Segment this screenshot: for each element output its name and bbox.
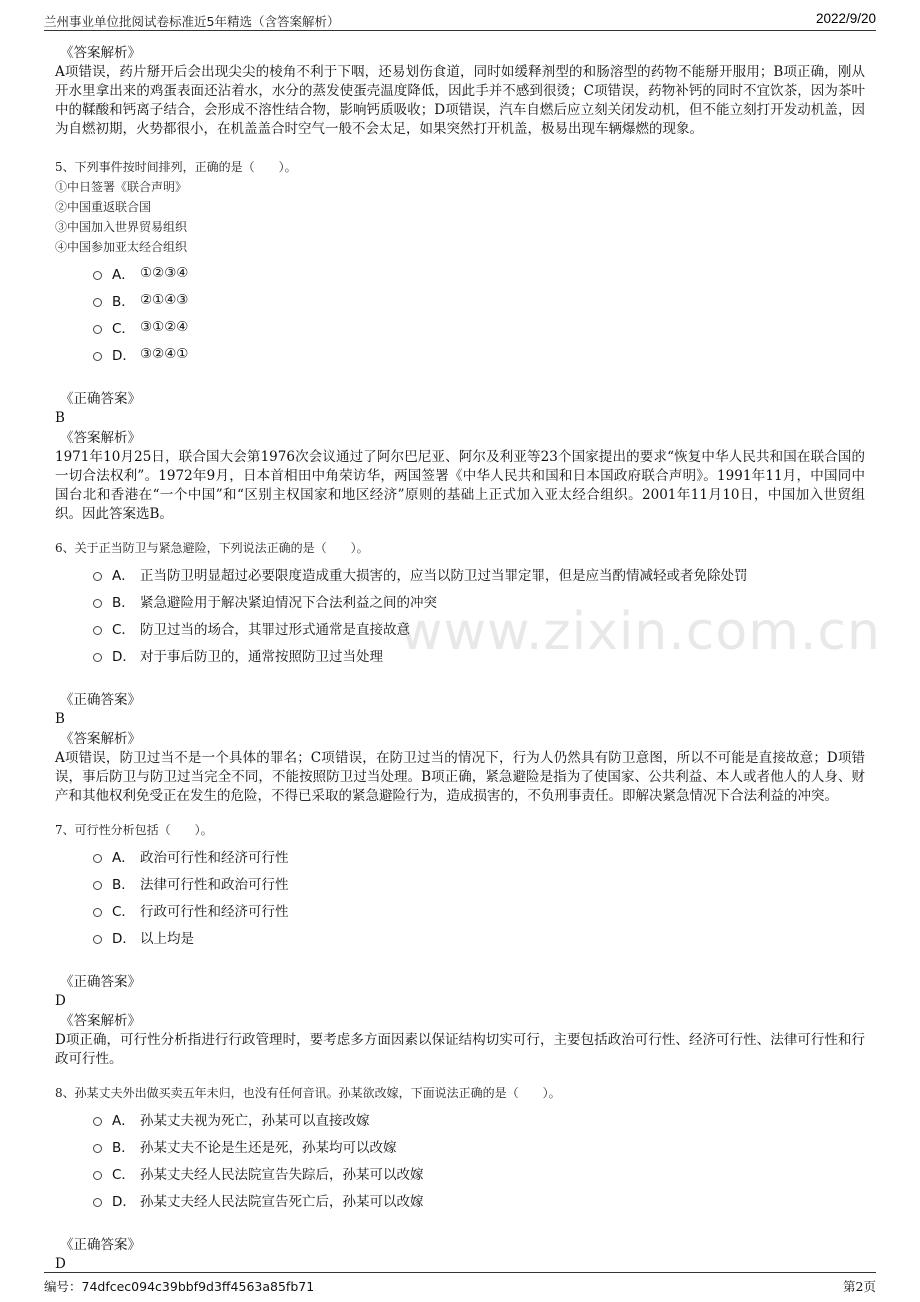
radio-icon[interactable] bbox=[93, 653, 102, 662]
radio-icon[interactable] bbox=[93, 298, 102, 307]
answer-analysis: A项错误，防卫过当不是一个具体的罪名；C项错误，在防卫过当的情况下，行为人仍然具有防卫意图，所以不可能是直接故意；D项错误，事后防卫与防卫过当完全不同，不能按照防卫过当处理。B项正确，紧急避险是指为了使国家、公共利益、本人或者他人的人身、财产和其他权利免受正在发生的危险，不得已采取的紧急避险行为，造成损害的，不负刑事责任。即解决紧急情况下合法利益的冲突。 bbox=[55, 750, 865, 804]
option-c[interactable]: C． 行政可行性和经济可行性 bbox=[93, 896, 865, 923]
analysis-label: 《答案解析》 bbox=[60, 430, 141, 446]
option-a[interactable]: A． ①②③④ bbox=[93, 259, 865, 286]
question-7 bbox=[55, 820, 865, 1069]
document-date: 2022/9/20 bbox=[815, 11, 876, 26]
radio-icon[interactable] bbox=[93, 1117, 102, 1126]
option-d[interactable]: D． ③②④① bbox=[93, 340, 865, 367]
option-d[interactable]: D． 孙某丈夫经人民法院宣告死亡后，孙某可以改嫁 bbox=[93, 1186, 865, 1213]
correct-answer-label: 《正确答案》 bbox=[60, 391, 141, 407]
options-list bbox=[93, 259, 865, 367]
event-item: ④中国参加亚太经合组织 bbox=[55, 240, 188, 254]
option-c[interactable]: C． 孙某丈夫经人民法院宣告失踪后，孙某可以改嫁 bbox=[93, 1159, 865, 1186]
q4-analysis: A项错误，药片掰开后会出现尖尖的棱角不利于下咽，还易划伤食道，同时如缓释剂型的和肠溶型的药物不能掰开服用；B项正确，刚从开水里拿出来的鸡蛋表面还沾着水，水分的蒸发使蛋壳温度降低，因此手并不感到很烫；C项错误，药物补钙的同时不宜饮茶，因为茶叶中的鞣酸和钙离子结合，会形成不溶性结合物，影响钙质吸收；D项错误，汽车自燃后应立刻关闭发动机，但不能立刻打开发动机盖，因为自燃初期，火势都很小，在机盖盖合时空气一般不会太足，如果突然打开机盖，极易出现车辆爆燃的现象。 bbox=[55, 64, 865, 137]
options-list bbox=[93, 560, 865, 668]
radio-icon[interactable] bbox=[93, 881, 102, 890]
correct-answer: B bbox=[55, 410, 65, 426]
answer-analysis: D项正确，可行性分析指进行行政管理时，要考虑多方面因素以保证结构切实可行，主要包括政治可行性、经济可行性、法律可行性和行政可行性。 bbox=[55, 1032, 865, 1067]
document-body bbox=[55, 43, 865, 1274]
radio-icon[interactable] bbox=[93, 1171, 102, 1180]
correct-answer: D bbox=[55, 993, 66, 1009]
event-item: ②中国重返联合国 bbox=[55, 200, 152, 214]
option-d[interactable]: D． 对于事后防卫的，通常按照防卫过当处理 bbox=[93, 641, 865, 668]
question-8 bbox=[55, 1083, 865, 1274]
document-title: 兰州事业单位批阅试卷标准近5年精选（含答案解析） bbox=[44, 14, 340, 29]
radio-icon[interactable] bbox=[93, 325, 102, 334]
event-item: ③中国加入世界贸易组织 bbox=[55, 220, 188, 234]
analysis-label: 《答案解析》 bbox=[60, 1013, 141, 1029]
question-stem: 5、下列事件按时间排列，正确的是（ ）。 bbox=[55, 160, 297, 174]
radio-icon[interactable] bbox=[93, 352, 102, 361]
question-stem: 8、孙某丈夫外出做买卖五年未归，也没有任何音讯。孙某欲改嫁，下面说法正确的是（ ）。 bbox=[55, 1086, 561, 1100]
page-header bbox=[44, 8, 876, 31]
option-b[interactable]: B． 法律可行性和政治可行性 bbox=[93, 869, 865, 896]
option-d[interactable]: D． 以上均是 bbox=[93, 923, 865, 950]
radio-icon[interactable] bbox=[93, 854, 102, 863]
correct-answer-label: 《正确答案》 bbox=[60, 974, 141, 990]
option-b[interactable]: B． ②①④③ bbox=[93, 286, 865, 313]
radio-icon[interactable] bbox=[93, 1144, 102, 1153]
question-5 bbox=[55, 157, 865, 524]
answer-analysis: 1971年10月25日，联合国大会第1976次会议通过了阿尔巴尼亚、阿尔及利亚等23个国家提出的要求“恢复中华人民共和国在联合国的一切合法权利”。1972年9月，日本首相田中角荣访华，两国签署《中华人民共和国和日本国政府联合声明》。1991年11月，中国同中国台北和香港在“一个中国”和“区别主权国家和地区经济”原则的基础上正式加入亚太经合组织。2001年11月10日，中国加入世贸组织。因此答案选B。 bbox=[55, 449, 865, 522]
document-code: 编号：74dfcec094c39bbf9d3ff4563a85fb71 bbox=[44, 1279, 315, 1294]
option-a[interactable]: A． 孙某丈夫视为死亡，孙某可以直接改嫁 bbox=[93, 1105, 865, 1132]
radio-icon[interactable] bbox=[93, 626, 102, 635]
page-footer bbox=[44, 1272, 876, 1295]
radio-icon[interactable] bbox=[93, 271, 102, 280]
option-c[interactable]: C． ③①②④ bbox=[93, 313, 865, 340]
correct-answer-label: 《正确答案》 bbox=[60, 1237, 141, 1253]
radio-icon[interactable] bbox=[93, 935, 102, 944]
question-6 bbox=[55, 538, 865, 806]
event-item: ①中日签署《联合声明》 bbox=[55, 180, 188, 194]
option-b[interactable]: B． 紧急避险用于解决紧迫情况下合法利益之间的冲突 bbox=[93, 587, 865, 614]
options-list bbox=[93, 842, 865, 950]
option-a[interactable]: A． 政治可行性和经济可行性 bbox=[93, 842, 865, 869]
radio-icon[interactable] bbox=[93, 572, 102, 581]
option-c[interactable]: C． 防卫过当的场合，其罪过形式通常是直接故意 bbox=[93, 614, 865, 641]
analysis-label: 《答案解析》 bbox=[60, 731, 141, 747]
option-a[interactable]: A． 正当防卫明显超过必要限度造成重大损害的，应当以防卫过当罪定罪，但是应当酌情减轻或者免除处罚 bbox=[93, 560, 865, 587]
options-list bbox=[93, 1105, 865, 1213]
correct-answer: D bbox=[55, 1256, 66, 1272]
analysis-label: 《答案解析》 bbox=[60, 45, 141, 61]
radio-icon[interactable] bbox=[93, 599, 102, 608]
correct-answer: B bbox=[55, 711, 65, 727]
page-number: 第2页 bbox=[843, 1279, 876, 1294]
option-b[interactable]: B． 孙某丈夫不论是生还是死，孙某均可以改嫁 bbox=[93, 1132, 865, 1159]
radio-icon[interactable] bbox=[93, 1198, 102, 1207]
question-stem: 7、可行性分析包括（ ）。 bbox=[55, 823, 213, 837]
radio-icon[interactable] bbox=[93, 908, 102, 917]
watermark: www.zixin.com.cn bbox=[400, 602, 881, 662]
question-stem: 6、关于正当防卫与紧急避险，下列说法正确的是（ ）。 bbox=[55, 541, 369, 555]
correct-answer-label: 《正确答案》 bbox=[60, 692, 141, 708]
